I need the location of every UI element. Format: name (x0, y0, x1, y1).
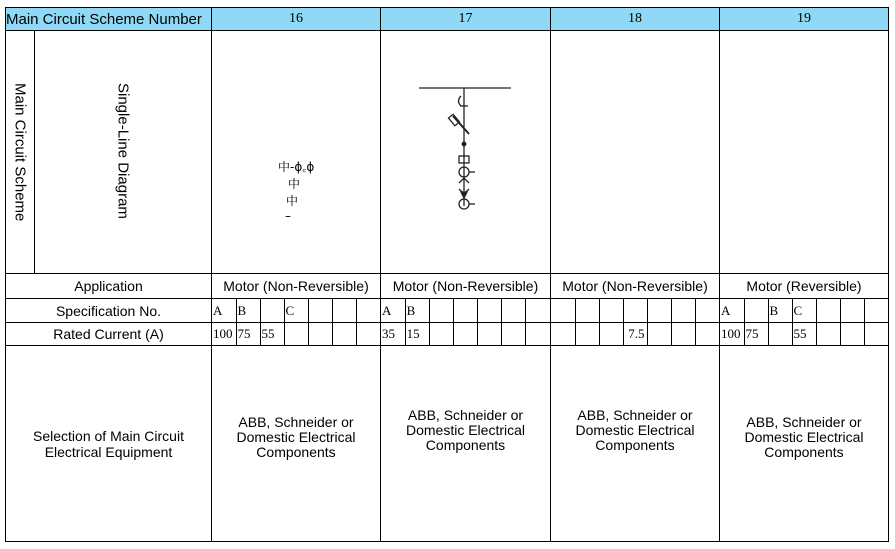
diagram-16-line1: 中-ϕ꜀ϕ (278, 160, 315, 174)
current-cell: 100 (212, 323, 236, 345)
current-cell: 55 (260, 323, 284, 345)
spec-cell (526, 299, 550, 322)
current-cell (864, 323, 888, 345)
components-19-text: ABB, Schneider or Domestic Electrical Components (744, 414, 864, 460)
spec-cell (840, 299, 864, 322)
diagram-18 (551, 31, 720, 274)
application-label: Application (6, 274, 212, 299)
spec-cell (429, 299, 453, 322)
current-cell (332, 323, 356, 345)
single-line-diagram-cell (35, 31, 212, 274)
spec-cell (260, 299, 284, 322)
current-cell: 75 (236, 323, 260, 345)
specification-label: Specification No. (6, 299, 212, 323)
diagram-16 (212, 31, 381, 274)
components-17-text: ABB, Schneider or Domestic Electrical Components (405, 407, 526, 453)
scheme-number-16: 16 (212, 8, 381, 31)
current-cell (429, 323, 453, 345)
current-cell: 75 (744, 323, 768, 345)
single-line-diagram-17-icon (381, 31, 551, 274)
current-cell (551, 323, 575, 345)
application-17: Motor (Non-Reversible) (381, 274, 551, 299)
components-18 (551, 346, 720, 542)
spec-cell (816, 299, 840, 322)
rated-current-label: Rated Current (A) (6, 323, 212, 346)
current-cell (816, 323, 840, 345)
application-16: Motor (Non-Reversible) (212, 274, 381, 299)
components-18-text: ABB, Schneider or Domestic Electrical Components (575, 407, 695, 453)
application-row (6, 274, 889, 299)
spec-cell (502, 299, 526, 322)
current-cell (671, 323, 695, 345)
current-cell (453, 323, 477, 345)
selection-label (6, 346, 212, 542)
spec-cell (695, 299, 719, 322)
spec-cell: C (284, 299, 308, 322)
spec-cell (478, 299, 502, 322)
spec-cell (332, 299, 356, 322)
current-19 (720, 323, 889, 346)
application-19: Motor (Reversible) (720, 274, 889, 299)
spec-18 (551, 299, 720, 323)
single-line-diagram-label: Single-Line Diagram (114, 83, 132, 219)
diagram-row (6, 31, 889, 274)
spec-cell: B (236, 299, 260, 322)
spec-cell: B (768, 299, 792, 322)
components-16 (212, 346, 381, 542)
spec-cell (623, 299, 647, 322)
circuit-scheme-table (5, 7, 889, 542)
current-cell (599, 323, 623, 345)
current-cell (284, 323, 308, 345)
diagram-16-line4: – (285, 209, 291, 223)
diagram-16-symbols (278, 159, 314, 222)
components-17 (381, 346, 551, 542)
spec-17 (381, 299, 551, 323)
current-17 (381, 323, 551, 346)
spec-cell: A (381, 299, 405, 322)
main-circuit-scheme-cell (6, 31, 35, 274)
main-circuit-scheme-label: Main Circuit Scheme (11, 83, 29, 222)
diagram-16-line3: 中 (286, 194, 299, 208)
diagram-17 (381, 31, 551, 274)
spec-cell: C (792, 299, 816, 322)
current-16 (212, 323, 381, 346)
application-18: Motor (Non-Reversible) (551, 274, 720, 299)
current-cell: 100 (720, 323, 744, 345)
rated-current-row (6, 323, 889, 346)
spec-cell: A (212, 299, 236, 322)
spec-cell (864, 299, 888, 322)
selection-row (6, 346, 889, 542)
spec-cell (308, 299, 332, 322)
spec-cell (356, 299, 380, 322)
components-16-text: ABB, Schneider or Domestic Electrical Components (236, 414, 356, 460)
spec-cell (575, 299, 599, 322)
header-row (6, 8, 889, 31)
spec-19 (720, 299, 889, 323)
scheme-number-18: 18 (551, 8, 720, 31)
components-19 (720, 346, 889, 542)
current-cell: 55 (792, 323, 816, 345)
spec-cell: B (405, 299, 429, 322)
current-cell (695, 323, 719, 345)
current-18 (551, 323, 720, 346)
spec-cell (551, 299, 575, 322)
current-cell: 7.5 (623, 323, 647, 345)
scheme-number-17: 17 (381, 8, 551, 31)
current-cell (308, 323, 332, 345)
selection-label-text: Selection of Main Circuit Electrical Equipment (33, 427, 184, 460)
spec-cell (671, 299, 695, 322)
current-cell (768, 323, 792, 345)
current-cell: 15 (405, 323, 429, 345)
specification-row (6, 299, 889, 323)
spec-cell (647, 299, 671, 322)
scheme-number-title: Main Circuit Scheme Number (6, 8, 212, 31)
spec-cell (744, 299, 768, 322)
current-cell (502, 323, 526, 345)
diagram-16-line2: 中 (288, 177, 301, 191)
spec-cell (599, 299, 623, 322)
current-cell (647, 323, 671, 345)
spec-cell (453, 299, 477, 322)
spec-cell: A (720, 299, 744, 322)
current-cell (356, 323, 380, 345)
current-cell (478, 323, 502, 345)
current-cell (840, 323, 864, 345)
spec-16 (212, 299, 381, 323)
current-cell (526, 323, 550, 345)
diagram-19 (720, 31, 889, 274)
current-cell (575, 323, 599, 345)
scheme-number-19: 19 (720, 8, 889, 31)
current-cell: 35 (381, 323, 405, 345)
